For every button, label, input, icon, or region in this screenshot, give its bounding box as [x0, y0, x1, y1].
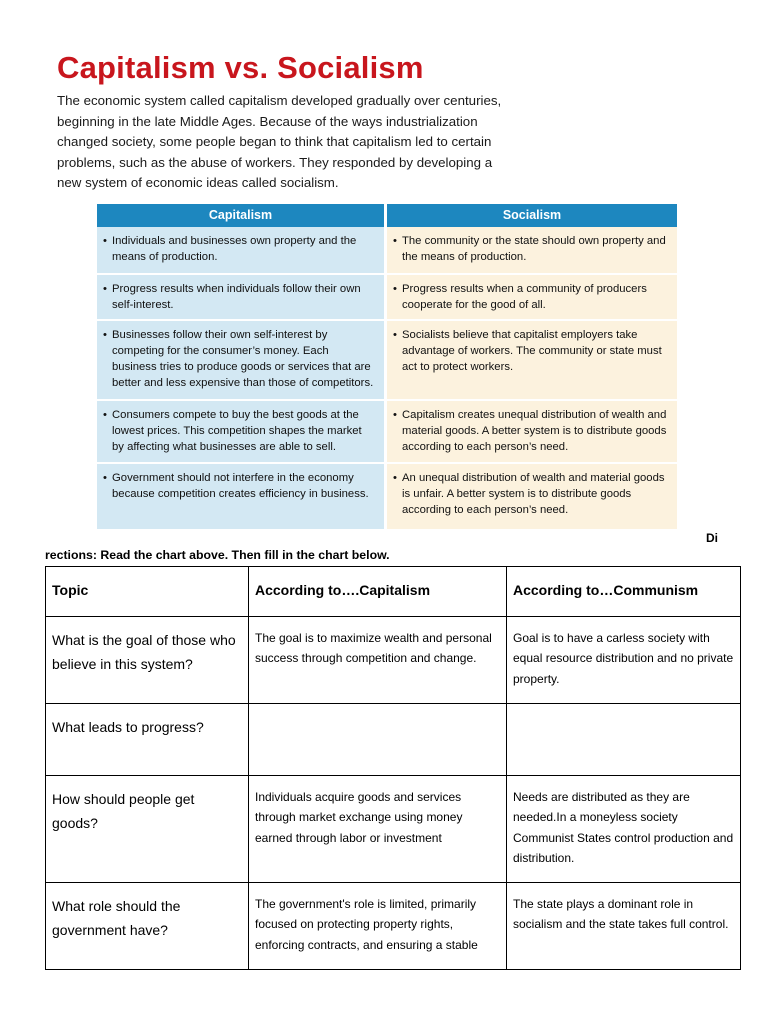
cell-text: Progress results when individuals follow their own self-interest.: [112, 283, 361, 311]
table-row: [97, 275, 677, 321]
bullet-icon: •: [393, 235, 397, 247]
socialism-cell: [387, 464, 677, 529]
bullet-icon: •: [103, 472, 107, 485]
capitalism-cell: [97, 464, 387, 529]
cell-text: Progress results when a community of producers cooperate for the good of all.: [402, 283, 647, 311]
socialism-cell: [387, 401, 677, 464]
table-row: [46, 776, 741, 883]
header-topic: Topic: [46, 567, 249, 617]
capitalism-answer[interactable]: The goal is to maximize wealth and personal success through competition and change.: [249, 617, 507, 704]
communism-answer[interactable]: [507, 704, 741, 776]
topic-cell: What is the goal of those who believe in this system?: [46, 617, 249, 704]
header-socialism: Socialism: [387, 204, 677, 227]
header-capitalism: According to….Capitalism: [249, 567, 507, 617]
topic-cell: What leads to progress?: [46, 704, 249, 776]
reference-chart: [97, 204, 677, 529]
topic-cell: What role should the government have?: [46, 883, 249, 970]
communism-answer[interactable]: Needs are distributed as they are needed.In a moneyless society Communist States control production and distribution.: [507, 776, 741, 883]
capitalism-answer[interactable]: The government's role is limited, primarily focused on protecting property rights, enforcing contracts, and ensuring a stable: [249, 883, 507, 970]
bullet-icon: •: [393, 409, 397, 422]
header-communism: According to…Communism: [507, 567, 741, 617]
socialism-cell: [387, 321, 677, 401]
socialism-cell: [387, 275, 677, 321]
table-row: [46, 617, 741, 704]
cell-text: Individuals and businesses own property and the means of production.: [112, 235, 357, 263]
capitalism-answer[interactable]: [249, 704, 507, 776]
bullet-icon: •: [103, 283, 107, 295]
cell-text: Businesses follow their own self-interest by competing for the consumer’s money. Each business tries to produce goods or services that are better and less expensive than those of competitors.: [112, 329, 374, 389]
capitalism-cell: [97, 321, 387, 401]
directions-text: rections: Read the chart above. Then fill in the chart below.: [45, 548, 390, 562]
communism-answer[interactable]: Goal is to have a carless society with equal resource distribution and no private property.: [507, 617, 741, 704]
bullet-icon: •: [103, 409, 107, 422]
cell-text: Consumers compete to buy the best goods at the lowest prices. This competition shapes the market by affecting what businesses are able to sell.: [112, 409, 362, 453]
bullet-icon: •: [103, 329, 107, 342]
cell-text: An unequal distribution of wealth and material goods is unfair. A better system is to distribute goods according to each person’s need.: [402, 472, 665, 516]
bullet-icon: •: [103, 235, 107, 247]
socialism-cell: [387, 227, 677, 275]
intro-paragraph: The economic system called capitalism developed gradually over centuries, beginning in the late Middle Ages. Because of the ways industrialization changed society, some people began to think that capitalism led to certain problems, such as the abuse of workers. They responded by developing a new system of economic ideas called socialism.: [57, 93, 502, 190]
cell-text: Capitalism creates unequal distribution of wealth and material goods. A better system is to distribute goods according to each person’s need.: [402, 409, 667, 453]
table-header-row: [46, 567, 741, 617]
table-row: [97, 227, 677, 275]
table-row: [46, 883, 741, 970]
comparison-table: [97, 204, 677, 529]
topic-cell: How should people get goods?: [46, 776, 249, 883]
cell-text: Socialists believe that capitalist employers take advantage of workers. The community or state must act to protect workers.: [402, 329, 662, 373]
fill-in-table: [45, 566, 741, 970]
table-row: [97, 401, 677, 464]
capitalism-cell: [97, 227, 387, 275]
page-title: Capitalism vs. Socialism: [57, 50, 424, 85]
table-row: [97, 464, 677, 529]
bullet-icon: •: [393, 329, 397, 342]
capitalism-answer[interactable]: Individuals acquire goods and services through market exchange using money earned through labor or investment: [249, 776, 507, 883]
cell-text: The community or the state should own property and the means of production.: [402, 235, 666, 263]
bullet-icon: •: [393, 472, 397, 485]
capitalism-cell: [97, 401, 387, 464]
capitalism-cell: [97, 275, 387, 321]
cell-text: Government should not interfere in the economy because competition creates efficiency in business.: [112, 472, 369, 501]
directions-prefix: Di: [706, 531, 718, 545]
communism-answer[interactable]: The state plays a dominant role in socialism and the state takes full control.: [507, 883, 741, 970]
header-capitalism: Capitalism: [97, 204, 387, 227]
table-row: [46, 704, 741, 776]
table-row: [97, 321, 677, 401]
bullet-icon: •: [393, 283, 397, 295]
